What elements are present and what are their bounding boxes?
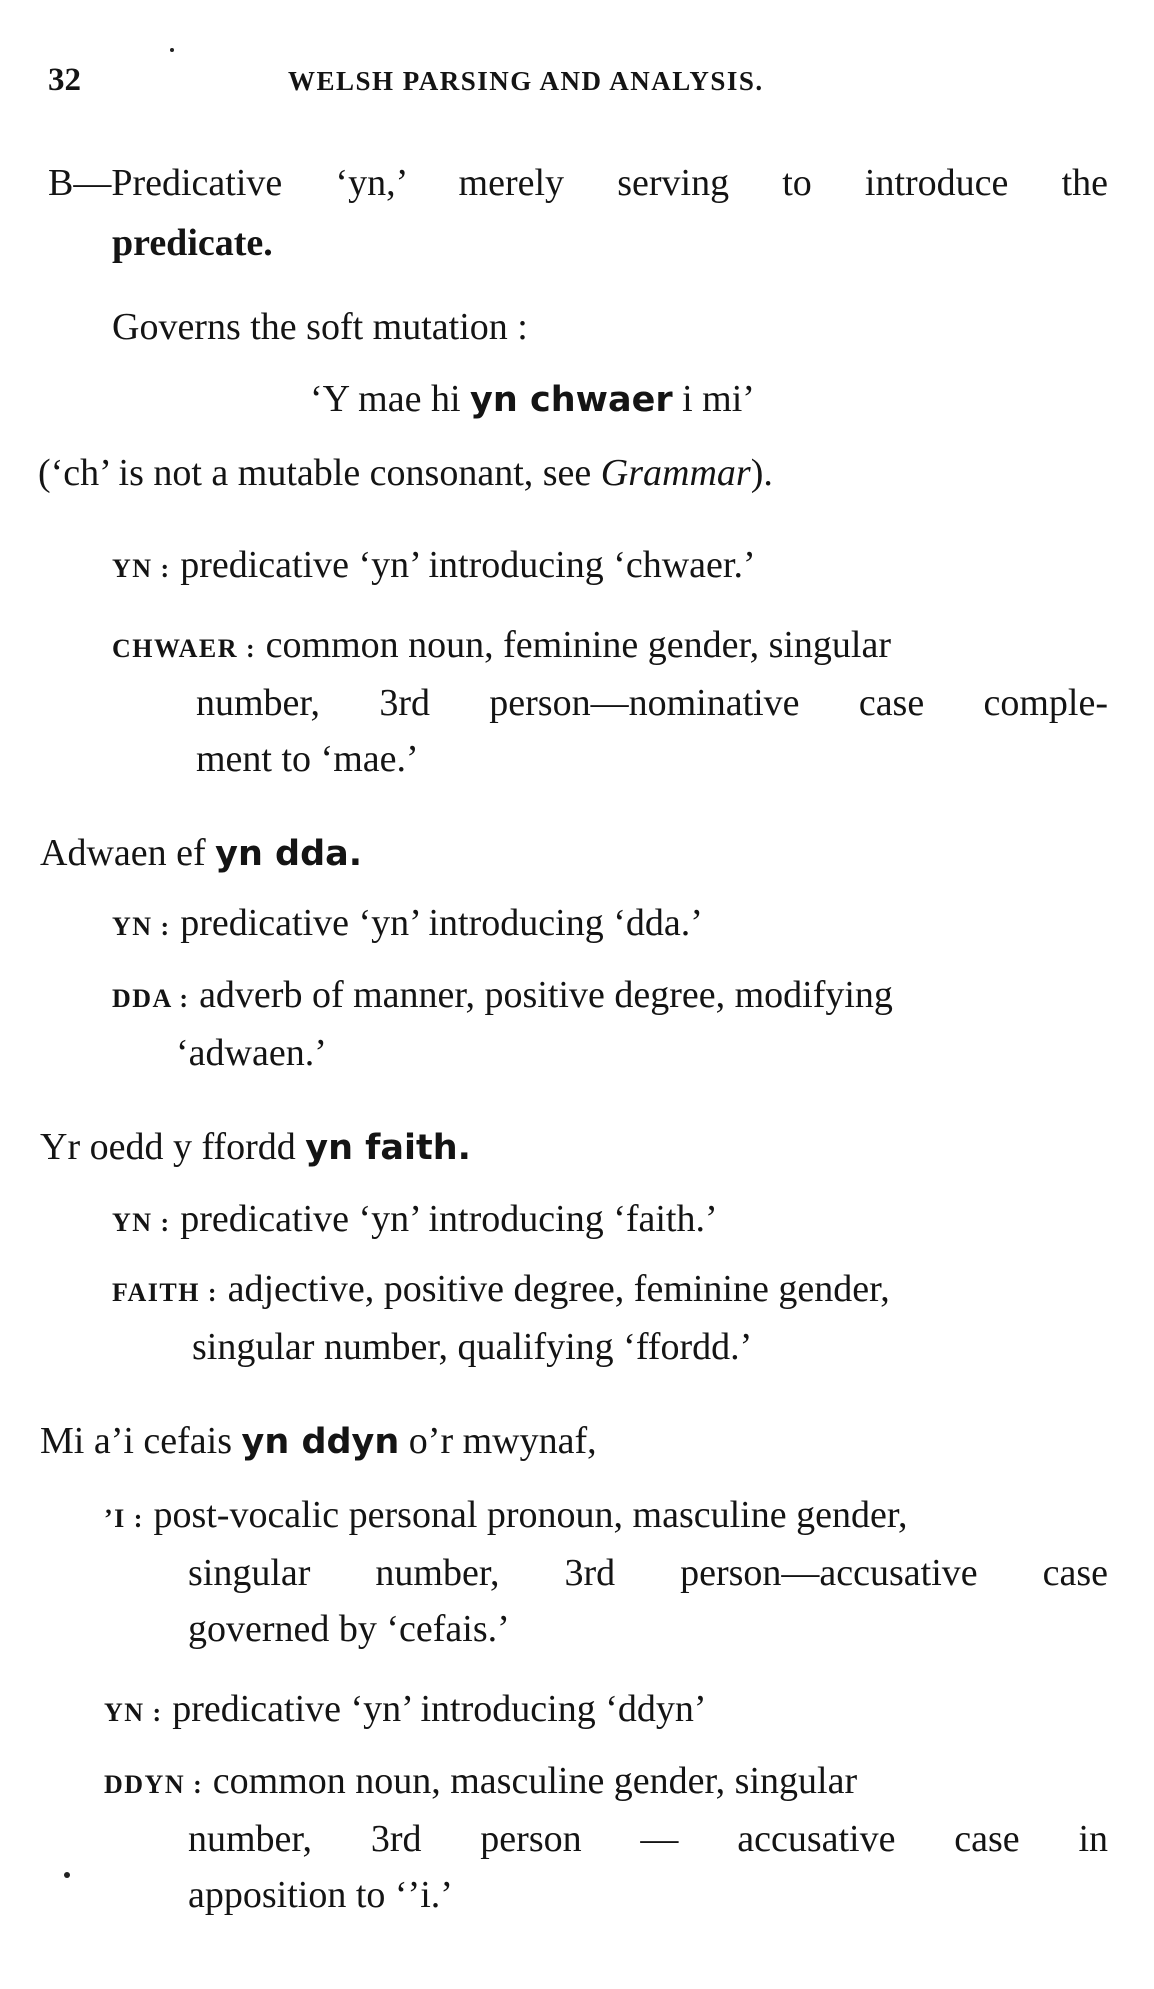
- entry-i: [104, 1492, 907, 1542]
- entry-definition: predicative ‘yn’ introducing ‘faith.’: [180, 1198, 718, 1240]
- entry-dda-cont: ‘adwaen.’: [176, 1032, 327, 1074]
- example-2-bold: yn dda.: [215, 834, 363, 874]
- example-1-text-pre: ‘Y mae hi: [310, 378, 471, 420]
- entry-term: YN :: [112, 912, 171, 941]
- entry-faith-cont: singular number, qualifying ‘ffordd.’: [192, 1326, 753, 1368]
- example-4-text-post: o’r mwynaf,: [399, 1420, 597, 1462]
- note-text-post: ).: [750, 452, 773, 494]
- entry-definition: predicative ‘yn’ introducing ‘ddyn’: [172, 1688, 707, 1730]
- governs-soft-mutation: Governs the soft mutation :: [112, 306, 528, 348]
- print-speck: [64, 1872, 70, 1878]
- note-text-pre: (‘ch’ is not a mutable consonant, see: [38, 452, 601, 494]
- note-grammar-ref: Grammar: [600, 452, 751, 494]
- mutation-note: [38, 450, 773, 496]
- entry-yn-1: [112, 542, 756, 592]
- entry-yn-3: [112, 1196, 718, 1246]
- entry-term: ’I :: [104, 1504, 144, 1533]
- section-b-predicate-word: predicate.: [112, 222, 273, 264]
- entry-term: CHWAER :: [112, 634, 257, 663]
- entry-dda: [112, 972, 893, 1022]
- entry-definition-line: common noun, feminine gender, singular: [265, 624, 892, 666]
- example-1-bold: yn chwaer: [470, 380, 673, 420]
- entry-term: YN :: [112, 554, 171, 583]
- entry-chwaer-cont-2: ment to ‘mae.’: [196, 738, 419, 780]
- running-title: WELSH PARSING AND ANALYSIS.: [288, 66, 764, 96]
- page-header: [48, 62, 1108, 102]
- page-number: 32: [48, 62, 81, 98]
- entry-definition-line: adverb of manner, positive degree, modifying: [199, 974, 893, 1016]
- entry-definition: predicative ‘yn’ introducing ‘chwaer.’: [180, 544, 756, 586]
- example-3-text-pre: Yr oedd y ffordd: [40, 1126, 306, 1168]
- example-4-bold: yn ddyn: [241, 1422, 400, 1462]
- entry-term: YN :: [112, 1208, 171, 1237]
- entry-term: FAITH :: [112, 1278, 219, 1307]
- example-2-text-pre: Adwaen ef: [40, 832, 216, 874]
- entry-term: DDA :: [112, 984, 190, 1013]
- print-speck: [170, 48, 174, 52]
- entry-chwaer-cont-1: number, 3rd person—nominative case comple-: [196, 682, 1108, 724]
- section-b-line-2: [112, 220, 273, 266]
- entry-definition-line: common noun, masculine gender, singular: [212, 1760, 858, 1802]
- example-sentence-3: [40, 1124, 471, 1171]
- entry-i-cont-2: governed by ‘cefais.’: [188, 1608, 510, 1650]
- entry-yn-4: [104, 1686, 707, 1736]
- entry-faith: [112, 1266, 890, 1316]
- entry-term: DDYN :: [104, 1770, 204, 1799]
- entry-chwaer: [112, 622, 891, 672]
- entry-definition: predicative ‘yn’ introducing ‘dda.’: [180, 902, 703, 944]
- example-sentence-4: [40, 1418, 597, 1465]
- example-sentence-2: [40, 830, 362, 877]
- example-4-text-pre: Mi a’i cefais: [40, 1420, 242, 1462]
- example-sentence-1: [310, 376, 755, 423]
- entry-term: YN :: [104, 1698, 163, 1727]
- entry-ddyn: [104, 1758, 857, 1808]
- entry-ddyn-cont-2: apposition to ‘’i.’: [188, 1874, 453, 1916]
- entry-ddyn-cont-1: number, 3rd person — accusative case in: [188, 1818, 1108, 1860]
- section-b-line-1: B—Predicative ‘yn,’ merely serving to introduce the: [48, 162, 1108, 204]
- entry-definition-line: post-vocalic personal pronoun, masculine gender,: [153, 1494, 908, 1536]
- entry-i-cont-1: singular number, 3rd person—accusative case: [188, 1552, 1108, 1594]
- entry-yn-2: [112, 900, 703, 950]
- example-3-bold: yn faith.: [305, 1128, 471, 1168]
- entry-definition-line: adjective, positive degree, feminine gender,: [227, 1268, 890, 1310]
- example-1-text-post: i mi’: [672, 378, 755, 420]
